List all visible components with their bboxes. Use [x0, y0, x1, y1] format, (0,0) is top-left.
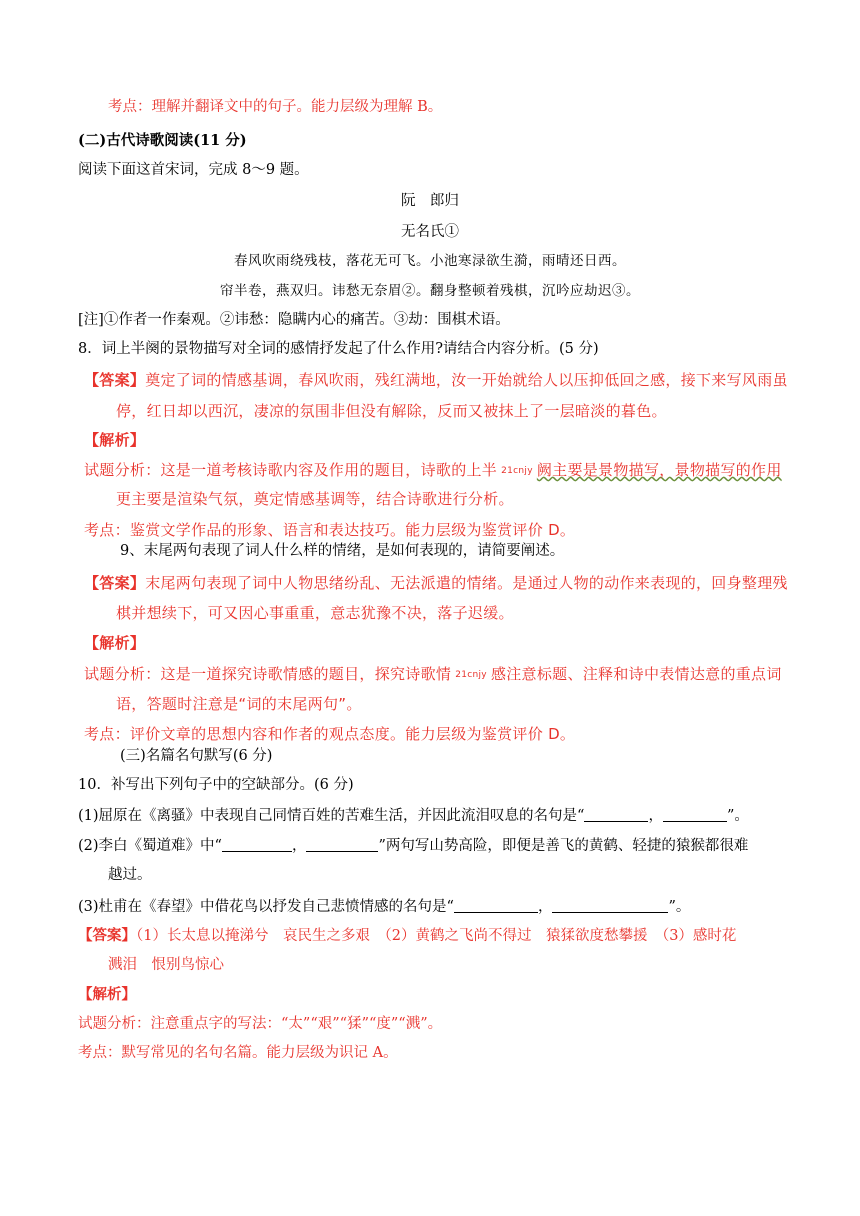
q8-point: 考点：鉴赏文学作品的形象、语言和表达技巧。能力层级为鉴赏评价 D。: [84, 521, 576, 539]
q8-analysis-text-1b: 阙主要是景物描写，景物描写的作用: [536, 461, 782, 479]
q9-analysis-line-2: 语，答题时注意是“词的末尾两句”。: [116, 695, 362, 713]
blank-line: [222, 837, 292, 852]
q10-item-3-text: (3)杜甫在《春望》中借花鸟以抒发自己悲愤情感的名句是“: [78, 899, 454, 915]
q10-answer-label: 【答案】: [78, 927, 136, 944]
q10-item-2-cont: 越过。: [108, 867, 152, 883]
q7-point: 考点：理解并翻译文中的句子。能力层级为理解 B。: [108, 99, 443, 115]
watermark-text: 21cnjy: [455, 670, 487, 680]
watermark-text: 21cnjy: [501, 466, 533, 476]
q8-question: 8．词上半阕的景物描写对全词的感情抒发起了什么作用?请结合内容分析。(5 分): [78, 341, 599, 357]
blank-line: [306, 837, 378, 852]
q9-point: 考点：评价文章的思想内容和作者的观点态度。能力层级为鉴赏评价 D。: [84, 725, 576, 743]
q10-item-2-text-a: (2)李白《蜀道难》中“: [78, 838, 222, 854]
q8-analysis-line-2: 更主要是渲染气氛，奠定情感基调等，结合诗歌进行分析。: [116, 490, 514, 508]
q10-analysis: 试题分析：注意重点字的写法：“太”“艰”“猱”“度”“溅”。: [78, 1016, 443, 1032]
q8-answer-label: 【答案】: [84, 371, 146, 389]
poem-notes: [注]①作者一作秦观。②讳愁：隐瞒内心的痛苦。③劫：围棋术语。: [78, 312, 510, 328]
q8-answer-line-1: [84, 370, 788, 390]
q9-question: 9、末尾两句表现了词人什么样的情绪，是如何表现的，请简要阐述。: [120, 543, 565, 559]
q10-item-2-text-b: ”两句写山势高险，即便是善飞的黄鹤、轻捷的猿猴都很难: [378, 838, 749, 854]
q8-answer-text-1: 奠定了词的情感基调，春风吹雨，残红满地，汝一开始就给人以压抑低回之感，接下来写风雨虽: [145, 371, 788, 389]
q10-item-2: [78, 836, 748, 856]
poem-author: 无名氏①: [401, 224, 459, 240]
q10-question: 10．补写出下列句子中的空缺部分。(6 分): [78, 777, 354, 793]
q9-analysis-label: 【解析】: [84, 634, 146, 652]
q10-item-3: [78, 897, 690, 917]
q9-answer-label: 【答案】: [84, 574, 146, 592]
poem-line-2: 帘半卷，燕双归。讳愁无奈眉②。翻身整顿着残棋，沉吟应劫迟③。: [220, 283, 640, 299]
q10-item-1-end: ”。: [726, 808, 749, 824]
blank-line: [454, 898, 538, 913]
poem-title: 阮 郎归: [401, 193, 459, 209]
q9-answer-line-2: 棋并想续下，可又因心事重重，意志犹豫不决，落子迟缓。: [116, 604, 514, 622]
q10-answer-line-1: [78, 926, 736, 946]
poem-line-1: 春风吹雨绕残枝，落花无可飞。小池寒渌欲生漪，雨晴还日西。: [234, 253, 626, 269]
q10-item-2-sep: ，: [291, 838, 307, 854]
q10-item-1-text: (1)屈原在《离骚》中表现自己同情百姓的苦难生活，并因此流泪叹息的名句是“: [78, 808, 585, 824]
q10-answer-line-2: 溅泪 恨别鸟惊心: [108, 957, 224, 973]
q8-answer-line-2: 停，红日却以西沉，凄凉的氛围非但没有解除，反而又被抹上了一层暗淡的暮色。: [116, 402, 667, 420]
section2-title: (二)古代诗歌阅读(11 分): [78, 132, 247, 149]
section2-intro: 阅读下面这首宋词，完成 8～9 题。: [78, 162, 309, 178]
q8-analysis-line-1: [84, 460, 782, 481]
q10-item-3-end: ”。: [668, 899, 691, 915]
blank-line: [663, 807, 727, 822]
q9-analysis-text-1a: 试题分析：这是一道探究诗歌情感的题目，探究诗歌情: [84, 665, 452, 683]
q8-analysis-label: 【解析】: [84, 431, 146, 449]
q8-analysis-text-1a: 试题分析：这是一道考核诗歌内容及作用的题目，诗歌的上半: [84, 461, 498, 479]
q10-item-1: [78, 806, 749, 826]
q10-item-3-sep: ，: [537, 899, 553, 915]
q10-item-1-sep: ，: [648, 808, 663, 824]
q9-answer-text-1: 末尾两句表现了词中人物思绪纷乱、无法派遣的情绪。是通过人物的动作来表现的，回身整理残: [145, 574, 788, 592]
blank-line: [584, 807, 648, 822]
section3-title: (三)名篇名句默写(6 分): [120, 748, 273, 764]
q10-answer-text-1: （1）长太息以掩涕兮 哀民生之多艰 （2）黄鹤之飞尚不得过 猿猱欲度愁攀援 （3）感时花: [136, 928, 737, 944]
q10-analysis-label: 【解析】: [78, 986, 136, 1003]
q9-analysis-text-1b: 感注意标题、注释和诗中表情达意的重点词: [490, 665, 782, 683]
q9-analysis-line-1: [84, 664, 782, 685]
blank-line: [552, 898, 668, 913]
q10-point: 考点：默写常见的名句名篇。能力层级为识记 A。: [78, 1045, 398, 1061]
q9-answer-line-1: [84, 573, 788, 593]
